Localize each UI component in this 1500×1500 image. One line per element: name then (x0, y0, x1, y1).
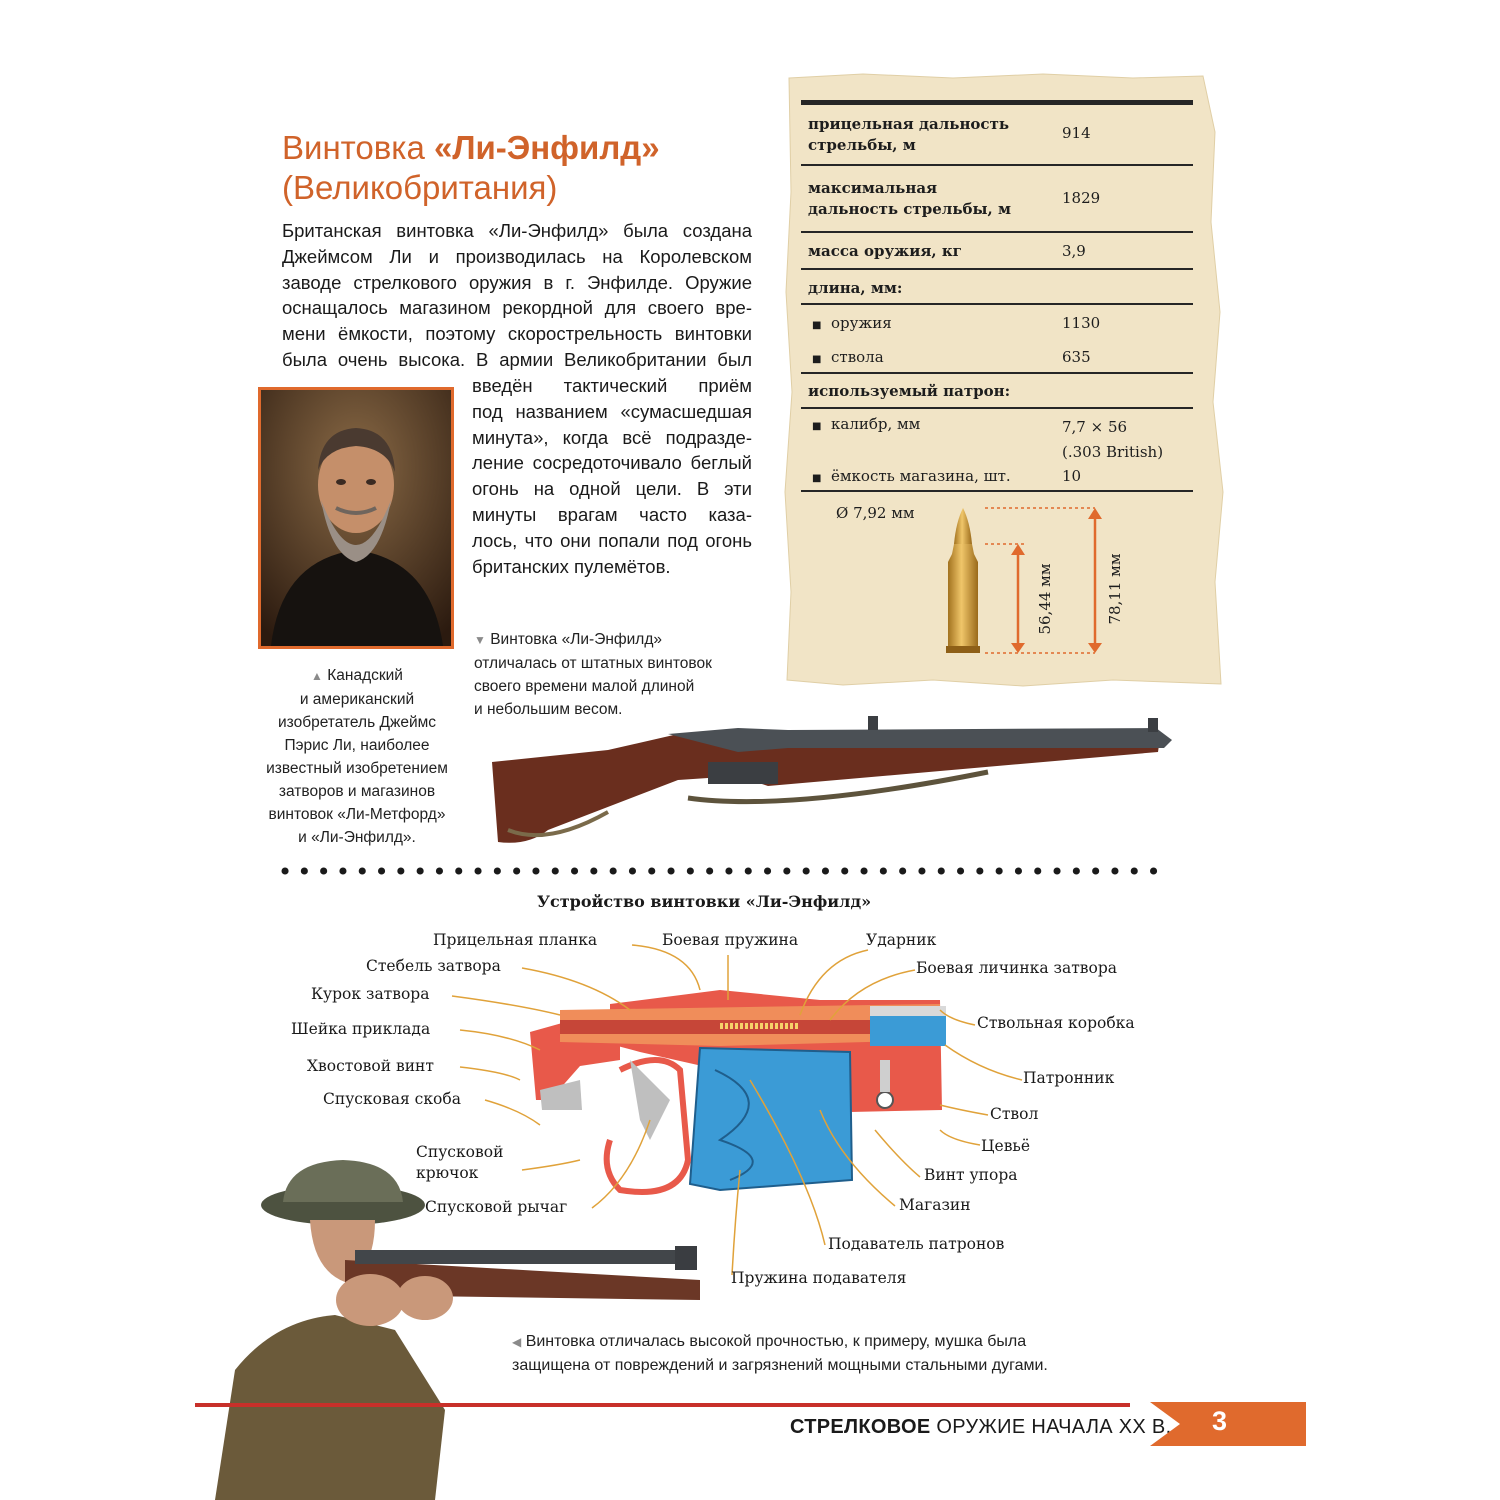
case-length-label: 56,44 мм (1036, 563, 1054, 635)
trigger-section (630, 1060, 670, 1140)
label-follower-spring: Пружина подавателя (731, 1269, 907, 1287)
label-trigger: Спусковой крючок (416, 1143, 504, 1182)
spec-effective-range-label: прицельная дальность стрельбы, м (808, 115, 1010, 154)
spec-divider (801, 490, 1193, 492)
spec-divider (801, 303, 1193, 305)
dotted-divider (280, 866, 1170, 876)
soldier-caption: ◀ Винтовка отличалась высокой прочностью, к примеру, мушка была защищена от повреждений и загрязнений мощными стальными дугами. (512, 1333, 1048, 1374)
spec-cartridge-header: используемый патрон: (808, 382, 1011, 400)
triangle-up-icon: ▲ (311, 669, 323, 683)
cartridge-rim (946, 646, 980, 653)
label-trigger-guard: Спусковая скоба (323, 1090, 461, 1108)
label-stock-wrist: Шейка приклада (291, 1020, 431, 1038)
page-number: 3 (1212, 1406, 1228, 1436)
portrait-james-lee (258, 387, 454, 649)
spec-divider (801, 268, 1193, 270)
label-cocking-piece: Курок затвора (311, 985, 430, 1003)
soldier-illustration (195, 1150, 715, 1500)
helmet (283, 1160, 403, 1202)
label-bolt-head: Боевая личинка затвора (916, 959, 1118, 977)
spec-max-range-value: 1829 (1062, 189, 1101, 207)
label-receiver: Ствольная коробка (977, 1014, 1135, 1032)
label-tang-screw: Хвостовой винт (307, 1057, 434, 1075)
spec-effective-range-value: 914 (1062, 124, 1091, 142)
label-chamber: Патронник (1023, 1069, 1115, 1087)
spec-length-weapon-label: ■ оружия (812, 314, 892, 332)
footer-section-title: СТРЕЛКОВОЕ ОРУЖИЕ НАЧАЛА XX В. (790, 1416, 1172, 1438)
bullet-diameter-label: Ø 7,92 мм (836, 504, 915, 522)
label-bolt-stem: Стебель затвора (366, 957, 501, 975)
spec-length-barrel-label: ■ ствола (812, 348, 884, 366)
spec-mass-value: 3,9 (1062, 242, 1086, 260)
footer-rule (195, 1403, 1130, 1407)
spec-caliber-label: ■ калибр, мм (812, 415, 921, 433)
intro-paragraph-continued: введён тактический приём под названием «сумасшедшая минута», когда всё подразде- ление сосредоточивало беглый огонь на одной цели. В эти минуты врагам часто каза- лось, что они попали под огонь британских пулемётов. (472, 375, 752, 577)
spec-length-barrel-value: 635 (1062, 348, 1091, 366)
chamber-section (870, 1014, 946, 1046)
label-magazine: Магазин (899, 1196, 971, 1214)
label-follower: Подаватель патронов (828, 1235, 1005, 1253)
triangle-down-icon: ▼ (474, 633, 486, 647)
page-title: Винтовка «Ли-Энфилд» (Великобритания) (282, 129, 660, 206)
spec-length-header: длина, мм: (808, 279, 903, 297)
bullet-tip (954, 508, 972, 544)
spec-mass-label: масса оружия, кг (808, 242, 962, 260)
portrait-illustration (261, 390, 451, 646)
label-forend: Цевьё (981, 1137, 1031, 1155)
spec-length-weapon-value: 1130 (1062, 314, 1101, 332)
label-sear: Спусковой рычаг (425, 1198, 568, 1216)
diagram-title: Устройство винтовки «Ли-Энфилд» (537, 892, 872, 911)
triangle-left-icon: ◀ (512, 1335, 522, 1349)
cartridge-case (948, 544, 978, 646)
portrait-caption: ▲ Канадский и американский изобретатель Джеймс Пэрис Ли, наиболее известный изобретением затворов и магазинов винтовок «Ли-Метфорд» и «Ли-Энфилд». (266, 667, 448, 846)
spec-top-rule (801, 100, 1193, 105)
total-length-label: 78,11 мм (1106, 553, 1124, 625)
spec-max-range-label: максимальная дальность стрельбы, м (808, 179, 1012, 218)
label-mainspring: Боевая пружина (662, 931, 799, 949)
spec-magazine-value: 10 (1062, 467, 1082, 485)
cartridge-diagram (930, 500, 1130, 665)
label-barrel: Ствол (990, 1105, 1039, 1123)
spec-magazine-label: ■ ёмкость магазина, шт. (812, 467, 1011, 485)
rifle-illustration (488, 712, 1178, 852)
spec-divider (801, 372, 1193, 374)
spec-divider (801, 407, 1193, 409)
rifle-caption: ▼ Винтовка «Ли-Энфилд» отличалась от штатных винтовок своего времени малой длиной и небольшим весом. (474, 631, 712, 718)
label-striker: Ударник (866, 931, 937, 949)
label-sight-leaf: Прицельная планка (433, 931, 598, 949)
intro-paragraph: Британская винтовка «Ли-Энфилд» была создана Джеймсом Ли и производилась на Королевском заводе стрелкового оружия в г. Энфилде. Оружие оснащалось магазином рекордной для своего вре- мени ёмкости, поэтому скорострельность винтовки была очень высока. В армии Великобритании был (282, 220, 752, 370)
label-stop-screw: Винт упора (924, 1166, 1018, 1184)
spec-divider (801, 231, 1193, 233)
spec-caliber-value: 7,7 × 56 (.303 British) (1062, 418, 1164, 461)
spec-divider (801, 164, 1193, 166)
